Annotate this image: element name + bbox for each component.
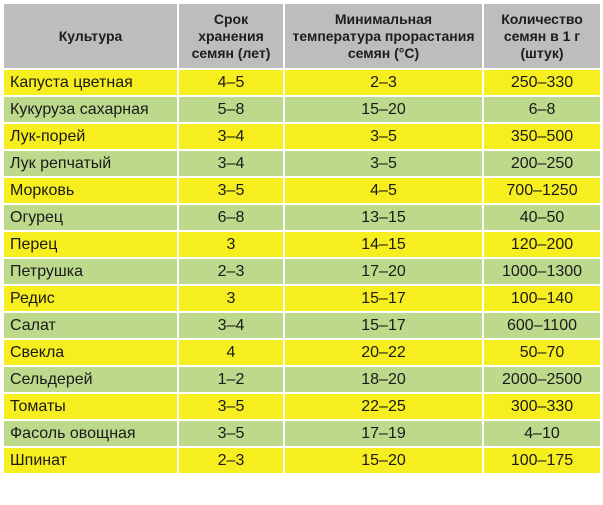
storage-cell: 3–5 <box>179 178 283 203</box>
storage-cell: 3–4 <box>179 124 283 149</box>
temperature-cell: 15–20 <box>285 97 482 122</box>
crop-cell: Лук репчатый <box>4 151 177 176</box>
storage-cell: 3–4 <box>179 313 283 338</box>
storage-cell: 3–5 <box>179 394 283 419</box>
crop-cell: Лук-порей <box>4 124 177 149</box>
table-row <box>4 205 600 230</box>
crop-cell: Капуста цветная <box>4 70 177 95</box>
temperature-cell: 18–20 <box>285 367 482 392</box>
temperature-cell: 20–22 <box>285 340 482 365</box>
seed-count-cell: 2000–2500 <box>484 367 600 392</box>
seed-count-cell: 300–330 <box>484 394 600 419</box>
table-row <box>4 340 600 365</box>
seed-count-cell: 100–175 <box>484 448 600 473</box>
seed-count-cell: 350–500 <box>484 124 600 149</box>
crop-cell: Морковь <box>4 178 177 203</box>
seed-count-cell: 700–1250 <box>484 178 600 203</box>
header-crop: Культура <box>4 4 177 68</box>
crop-cell: Салат <box>4 313 177 338</box>
crop-cell: Свекла <box>4 340 177 365</box>
storage-cell: 4 <box>179 340 283 365</box>
crop-cell: Томаты <box>4 394 177 419</box>
seed-count-cell: 4–10 <box>484 421 600 446</box>
temperature-cell: 15–20 <box>285 448 482 473</box>
storage-cell: 2–3 <box>179 448 283 473</box>
table-row <box>4 367 600 392</box>
seed-count-cell: 1000–1300 <box>484 259 600 284</box>
seed-count-cell: 100–140 <box>484 286 600 311</box>
temperature-cell: 17–20 <box>285 259 482 284</box>
temperature-cell: 4–5 <box>285 178 482 203</box>
crop-cell: Редис <box>4 286 177 311</box>
crop-cell: Петрушка <box>4 259 177 284</box>
temperature-cell: 15–17 <box>285 313 482 338</box>
storage-cell: 3 <box>179 286 283 311</box>
temperature-cell: 3–5 <box>285 151 482 176</box>
seed-count-cell: 6–8 <box>484 97 600 122</box>
table-row <box>4 286 600 311</box>
storage-cell: 3–5 <box>179 421 283 446</box>
table-row <box>4 448 600 473</box>
storage-cell: 2–3 <box>179 259 283 284</box>
table-body <box>4 70 600 473</box>
temperature-cell: 14–15 <box>285 232 482 257</box>
temperature-cell: 15–17 <box>285 286 482 311</box>
storage-cell: 3 <box>179 232 283 257</box>
table-row <box>4 259 600 284</box>
table-row <box>4 151 600 176</box>
temperature-cell: 13–15 <box>285 205 482 230</box>
table-row <box>4 313 600 338</box>
storage-cell: 6–8 <box>179 205 283 230</box>
table-row <box>4 232 600 257</box>
storage-cell: 3–4 <box>179 151 283 176</box>
table-row <box>4 421 600 446</box>
seed-count-cell: 600–1100 <box>484 313 600 338</box>
crop-cell: Огурец <box>4 205 177 230</box>
crop-cell: Фасоль овощная <box>4 421 177 446</box>
seed-table <box>2 2 602 475</box>
temperature-cell: 22–25 <box>285 394 482 419</box>
storage-cell: 5–8 <box>179 97 283 122</box>
crop-cell: Сельдерей <box>4 367 177 392</box>
table-row <box>4 124 600 149</box>
table-row <box>4 394 600 419</box>
temperature-cell: 3–5 <box>285 124 482 149</box>
crop-cell: Перец <box>4 232 177 257</box>
storage-cell: 4–5 <box>179 70 283 95</box>
seed-count-cell: 250–330 <box>484 70 600 95</box>
seed-count-cell: 200–250 <box>484 151 600 176</box>
table-row <box>4 97 600 122</box>
crop-cell: Шпинат <box>4 448 177 473</box>
header-min-temperature: Минимальная температура прорастания семян (°С) <box>285 4 482 68</box>
header-storage-years: Срок хранения семян (лет) <box>179 4 283 68</box>
table-header-row <box>4 4 600 68</box>
table-row <box>4 178 600 203</box>
seed-count-cell: 120–200 <box>484 232 600 257</box>
crop-cell: Кукуруза сахарная <box>4 97 177 122</box>
header-seeds-per-gram: Количество семян в 1 г (штук) <box>484 4 600 68</box>
seed-count-cell: 40–50 <box>484 205 600 230</box>
temperature-cell: 17–19 <box>285 421 482 446</box>
temperature-cell: 2–3 <box>285 70 482 95</box>
seed-count-cell: 50–70 <box>484 340 600 365</box>
table-row <box>4 70 600 95</box>
storage-cell: 1–2 <box>179 367 283 392</box>
